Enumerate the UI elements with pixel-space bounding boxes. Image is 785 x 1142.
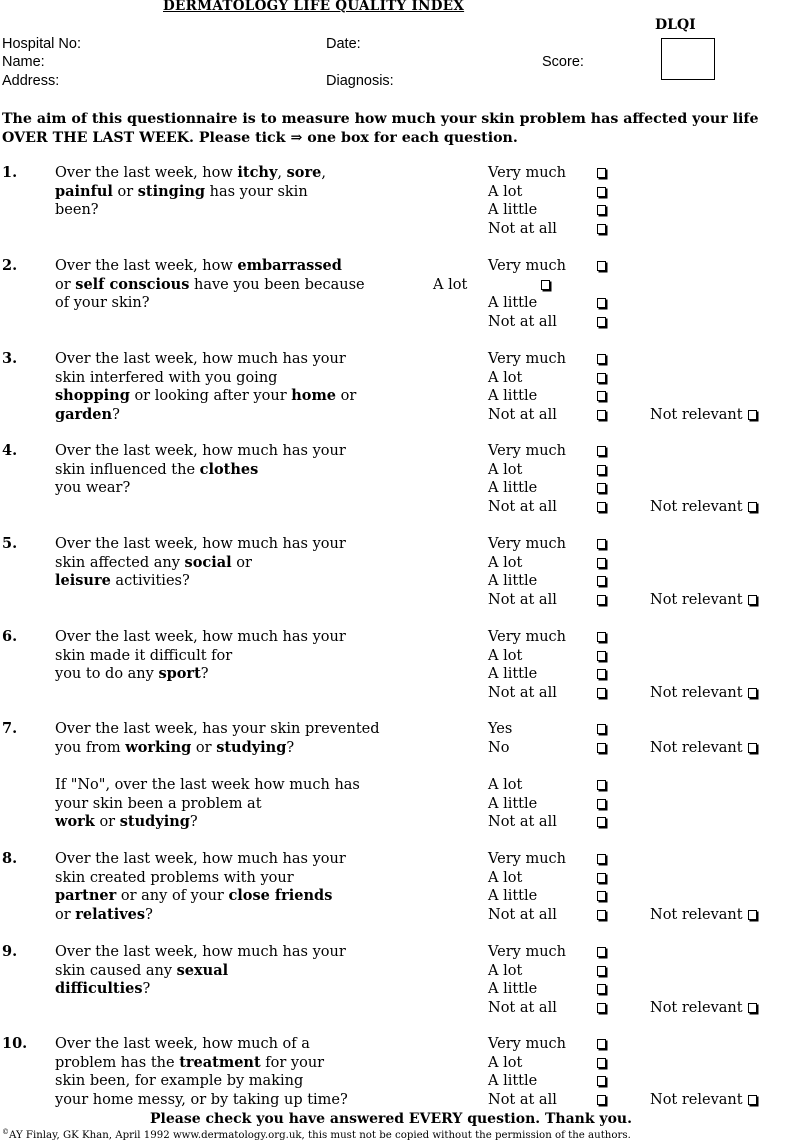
q6-option-checkbox[interactable]	[597, 669, 606, 679]
q5-not-relevant	[650, 593, 757, 608]
q3-text-segment: or	[336, 388, 357, 404]
q7b-text-segment: your skin been a problem at	[55, 795, 262, 812]
q10-option-checkbox[interactable]	[597, 1095, 606, 1105]
q7-text-line	[55, 738, 295, 756]
q10-text-line	[55, 1037, 310, 1052]
q10-option-checkbox[interactable]	[597, 1039, 606, 1049]
q2-text-line	[55, 259, 342, 274]
q8-not-relevant	[650, 908, 757, 923]
q9-option-checkbox[interactable]	[597, 966, 606, 976]
q10-not-relevant-label: Not relevant	[650, 1091, 743, 1108]
q8-text-line	[55, 889, 332, 904]
q6-not-relevant	[650, 686, 757, 701]
q2-text-line	[55, 275, 365, 293]
q5-option-checkbox[interactable]	[597, 558, 606, 568]
q7b-text-line	[55, 797, 262, 812]
address-label: Address:	[2, 73, 60, 89]
q6-text-segment: sport	[158, 665, 201, 682]
q1-text-segment: painful	[55, 182, 113, 200]
q4-text-segment: Over the last week, how much has your	[55, 443, 346, 459]
q5-text-segment: skin affected any	[55, 554, 185, 571]
q3-not-relevant	[650, 408, 757, 423]
q7b-option-label: Not at all	[488, 814, 557, 830]
q1-text-segment: ,	[321, 165, 326, 181]
q10-not-relevant	[650, 1093, 757, 1108]
q4-option-checkbox[interactable]	[597, 465, 606, 475]
q3-option-checkbox[interactable]	[597, 391, 606, 401]
q9-option-checkbox[interactable]	[597, 947, 606, 957]
q8-option-label: Very much	[488, 851, 567, 867]
q5-option-checkbox[interactable]	[597, 576, 606, 586]
q9-option-label: A lot	[488, 962, 523, 979]
q1-text-segment: sore	[286, 164, 322, 181]
q3-option-checkbox[interactable]	[597, 410, 606, 420]
q5-number: 5.	[2, 535, 18, 552]
q9-text-line	[55, 961, 229, 979]
q6-option-label: A little	[488, 666, 538, 682]
hospital-no-label: Hospital No:	[2, 36, 81, 52]
q7-option-label: No	[488, 739, 510, 756]
q7b-option-label: A lot	[488, 777, 523, 793]
q2-text-segment: embarrassed	[237, 257, 342, 274]
q2-option-label: A lot	[433, 276, 468, 293]
q3-option-label: A lot	[488, 369, 523, 386]
q9-not-relevant-checkbox[interactable]	[748, 1003, 757, 1013]
q6-not-relevant-checkbox[interactable]	[748, 688, 757, 698]
q4-text-line	[55, 444, 346, 459]
q1-text-segment: been?	[55, 202, 99, 218]
q8-number: 8.	[2, 850, 18, 867]
q1-text-line	[55, 166, 326, 181]
q8-text-segment: partner	[55, 887, 117, 904]
q9-option-label: Not at all	[488, 999, 557, 1016]
q8-option-checkbox[interactable]	[597, 891, 606, 901]
q2-number: 2.	[2, 257, 18, 274]
q4-option-label: Very much	[488, 443, 567, 459]
score-label: Score:	[542, 54, 584, 70]
q5-option-label: Not at all	[488, 591, 557, 608]
q7-text-segment: studying	[216, 738, 287, 756]
q6-option-checkbox[interactable]	[597, 688, 606, 698]
q6-text-line	[55, 667, 209, 682]
q9-text-segment: skin caused any	[55, 962, 177, 979]
q7b-text-segment: studying	[119, 813, 190, 830]
q10-text-segment: treatment	[179, 1053, 261, 1071]
q10-number: 10.	[2, 1035, 28, 1052]
q5-not-relevant-label: Not relevant	[650, 591, 743, 608]
q1-option-label: A little	[488, 202, 538, 218]
q6-text-line	[55, 630, 346, 645]
q2-text-line	[55, 296, 149, 311]
q9-text-segment: difficulties	[55, 980, 143, 997]
q1-text-segment: ,	[277, 165, 287, 181]
q10-option-label: Not at all	[488, 1091, 557, 1108]
q3-text-segment: home	[291, 387, 337, 404]
q7-text-segment: you from	[55, 739, 126, 756]
q7-text-line	[55, 722, 380, 737]
q5-text-segment: leisure	[55, 572, 111, 589]
q8-option-label: A lot	[488, 869, 523, 886]
closing-note: Please check you have answered EVERY question. Thank you.	[150, 1111, 632, 1127]
q4-text-line	[55, 460, 259, 478]
instructions-line-2: OVER THE LAST WEEK. Please tick ⇒ one box for each question.	[2, 130, 518, 146]
q10-text-line	[55, 1053, 325, 1071]
q3-not-relevant-checkbox[interactable]	[748, 410, 757, 420]
q6-option-label: A lot	[488, 647, 523, 664]
q2-option-checkbox[interactable]	[597, 261, 606, 271]
copyright-text: AY Finlay, GK Khan, April 1992 www.dermatology.org.uk, this must not be copied without the permission of the authors.	[9, 1130, 631, 1141]
q7b-option-checkbox[interactable]	[597, 780, 606, 790]
q9-text-segment: Over the last week, how much has your	[55, 944, 346, 960]
q7-text-segment: or	[191, 739, 217, 756]
q1-text-segment: Over the last week, how	[55, 165, 238, 181]
q7-number: 7.	[2, 720, 18, 737]
q4-option-label: A lot	[488, 461, 523, 478]
q1-number: 1.	[2, 164, 18, 181]
q2-option-label: Not at all	[488, 313, 557, 330]
q7b-text-line	[55, 778, 360, 793]
q5-text-segment: Over the last week, how much has your	[55, 536, 346, 552]
q10-option-label: Very much	[488, 1036, 567, 1052]
q1-option-label: Not at all	[488, 220, 557, 237]
q7b-text-segment: ?	[189, 814, 198, 830]
q4-not-relevant	[650, 500, 757, 515]
q1-option-label: Very much	[488, 165, 567, 181]
q5-option-label: A lot	[488, 554, 523, 571]
q7-text-segment: ?	[286, 739, 295, 756]
q7b-text-segment: If "No", over the last week how much has	[55, 777, 360, 793]
q4-not-relevant-checkbox[interactable]	[748, 502, 757, 512]
q8-text-segment: skin created problems with your	[55, 869, 294, 886]
q5-option-label: Very much	[488, 536, 567, 552]
q10-text-line	[55, 1093, 348, 1108]
q1-text-line	[55, 203, 99, 218]
q8-text-line	[55, 852, 346, 867]
q3-option-checkbox[interactable]	[597, 354, 606, 364]
q8-option-checkbox[interactable]	[597, 910, 606, 920]
q7-text-segment: Over the last week, has your skin prevented	[55, 721, 380, 737]
q10-option-checkbox[interactable]	[597, 1076, 606, 1086]
q8-text-segment: close friends	[228, 887, 333, 904]
q1-option-checkbox[interactable]	[597, 187, 606, 197]
q8-option-checkbox[interactable]	[597, 854, 606, 864]
q7-not-relevant-checkbox[interactable]	[748, 743, 757, 753]
q4-option-label: Not at all	[488, 498, 557, 515]
q2-option-checkbox[interactable]	[597, 317, 606, 327]
q4-not-relevant-label: Not relevant	[650, 498, 743, 515]
q10-not-relevant-checkbox[interactable]	[748, 1095, 757, 1105]
q5-text-segment: social	[184, 553, 232, 571]
q1-text-segment: itchy	[237, 164, 278, 181]
score-box[interactable]	[661, 38, 715, 80]
q8-not-relevant-label: Not relevant	[650, 906, 743, 923]
q6-number: 6.	[2, 628, 18, 645]
q5-text-line	[55, 574, 190, 589]
q4-number: 4.	[2, 442, 18, 459]
q6-option-checkbox[interactable]	[597, 632, 606, 642]
q4-option-checkbox[interactable]	[597, 502, 606, 512]
q9-text-segment: ?	[142, 981, 151, 997]
q3-option-checkbox[interactable]	[597, 373, 606, 383]
q9-option-checkbox[interactable]	[597, 984, 606, 994]
q3-text-line	[55, 371, 277, 386]
q5-not-relevant-checkbox[interactable]	[748, 595, 757, 605]
q8-text-line	[55, 905, 153, 923]
q7-option-checkbox[interactable]	[597, 724, 606, 734]
q5-text-segment: or	[231, 554, 252, 571]
q2-option-checkbox[interactable]	[597, 298, 606, 308]
q10-text-segment: for your	[260, 1054, 325, 1071]
q4-text-segment: skin influenced the	[55, 461, 200, 478]
q3-number: 3.	[2, 350, 18, 367]
q6-not-relevant-label: Not relevant	[650, 684, 743, 701]
q3-text-line	[55, 389, 356, 404]
q5-option-checkbox[interactable]	[597, 539, 606, 549]
q9-not-relevant-label: Not relevant	[650, 999, 743, 1016]
q8-text-segment: ?	[145, 906, 153, 923]
name-label: Name:	[2, 54, 45, 70]
copyright-notice	[2, 1129, 631, 1141]
q9-text-line	[55, 982, 150, 997]
q7-not-relevant	[650, 741, 757, 756]
q3-option-label: Very much	[488, 351, 567, 367]
q3-option-label: A little	[488, 388, 538, 404]
q2-option-checkbox[interactable]	[541, 280, 550, 290]
q2-text-segment: self conscious	[75, 275, 190, 293]
q4-option-label: A little	[488, 480, 538, 496]
q3-text-line	[55, 352, 346, 367]
instructions	[2, 110, 759, 148]
q6-text-line	[55, 649, 232, 664]
q8-not-relevant-checkbox[interactable]	[748, 910, 757, 920]
q9-option-checkbox[interactable]	[597, 1003, 606, 1013]
q10-option-checkbox[interactable]	[597, 1058, 606, 1068]
q8-text-segment: or	[55, 906, 76, 923]
q5-text-segment: activities?	[110, 573, 190, 589]
q9-text-line	[55, 945, 346, 960]
q1-option-checkbox[interactable]	[597, 168, 606, 178]
q6-text-segment: Over the last week, how much has your	[55, 629, 346, 645]
q4-option-checkbox[interactable]	[597, 483, 606, 493]
q4-text-segment: clothes	[199, 460, 259, 478]
q9-not-relevant	[650, 1001, 757, 1016]
diagnosis-label: Diagnosis:	[326, 73, 394, 89]
q10-option-label: A little	[488, 1073, 538, 1089]
q10-option-label: A lot	[488, 1054, 523, 1071]
q2-text-segment: of your skin?	[55, 295, 150, 311]
q7b-text-segment: work	[55, 813, 95, 830]
q8-option-label: Not at all	[488, 906, 557, 923]
q5-text-line	[55, 537, 346, 552]
q6-option-label: Not at all	[488, 684, 557, 701]
q2-text-segment: or	[55, 276, 76, 293]
q3-text-line	[55, 405, 120, 423]
q8-option-label: A little	[488, 888, 538, 904]
q6-option-label: Very much	[488, 629, 567, 645]
q6-text-segment: skin made it difficult for	[55, 647, 233, 664]
q7-text-segment: working	[125, 738, 192, 756]
q7-not-relevant-label: Not relevant	[650, 739, 743, 756]
q3-text-segment: skin interfered with you going	[55, 369, 278, 386]
q8-text-line	[55, 871, 294, 886]
dlqi-label: DLQI	[655, 17, 696, 33]
copyright-symbol: ©	[2, 1128, 9, 1136]
q1-option-checkbox[interactable]	[597, 224, 606, 234]
q7b-option-label: A little	[488, 795, 538, 812]
q10-text-line	[55, 1074, 303, 1089]
q1-text-line	[55, 182, 308, 200]
q1-option-label: A lot	[488, 183, 523, 200]
q10-text-segment: your home messy, or by taking up time?	[55, 1091, 348, 1108]
q2-option-label: A little	[488, 295, 538, 311]
q8-text-segment: relatives	[75, 905, 146, 923]
q8-text-segment: Over the last week, how much has your	[55, 851, 346, 867]
q6-option-checkbox[interactable]	[597, 651, 606, 661]
q1-option-checkbox[interactable]	[597, 205, 606, 215]
q7b-option-checkbox[interactable]	[597, 817, 606, 827]
instructions-line-1: The aim of this questionnaire is to measure how much your skin problem has affected your life	[2, 111, 759, 127]
q5-text-line	[55, 553, 252, 571]
q9-number: 9.	[2, 943, 18, 960]
q3-text-segment: ?	[112, 406, 120, 423]
q3-text-segment: shopping	[55, 387, 130, 404]
q2-text-segment: have you been because	[189, 276, 365, 293]
q4-option-checkbox[interactable]	[597, 446, 606, 456]
q3-text-segment: garden	[55, 405, 113, 423]
q1-text-segment: stinging	[137, 182, 206, 200]
q6-text-segment: you to do any	[55, 666, 159, 682]
q2-text-segment: Over the last week, how	[55, 258, 238, 274]
q3-not-relevant-label: Not relevant	[650, 406, 743, 423]
q10-text-segment: Over the last week, how much of a	[55, 1036, 310, 1052]
q9-option-label: A little	[488, 981, 538, 997]
q10-text-segment: skin been, for example by making	[55, 1073, 304, 1089]
q5-option-label: A little	[488, 573, 538, 589]
q6-text-segment: ?	[200, 666, 209, 682]
q3-option-label: Not at all	[488, 406, 557, 423]
q4-text-line	[55, 481, 130, 496]
q9-text-segment: sexual	[176, 961, 229, 979]
q7-option-label: Yes	[488, 721, 513, 737]
q10-text-segment: problem has the	[55, 1054, 180, 1071]
q9-option-label: Very much	[488, 944, 567, 960]
q1-text-segment: has your skin	[205, 183, 308, 200]
q7-option-checkbox[interactable]	[597, 743, 606, 753]
q7b-text-segment: or	[94, 814, 120, 830]
q7b-text-line	[55, 815, 198, 830]
q3-text-segment: or looking after your	[129, 388, 292, 404]
document-title: DERMATOLOGY LIFE QUALITY INDEX	[163, 0, 465, 14]
q8-text-segment: or any of your	[116, 888, 229, 904]
q8-option-checkbox[interactable]	[597, 873, 606, 883]
date-label: Date:	[326, 36, 361, 52]
q5-option-checkbox[interactable]	[597, 595, 606, 605]
q4-text-segment: you wear?	[55, 480, 131, 496]
q3-text-segment: Over the last week, how much has your	[55, 351, 346, 367]
q2-option-label: Very much	[488, 258, 567, 274]
q7b-option-checkbox[interactable]	[597, 799, 606, 809]
q1-text-segment: or	[112, 183, 138, 200]
